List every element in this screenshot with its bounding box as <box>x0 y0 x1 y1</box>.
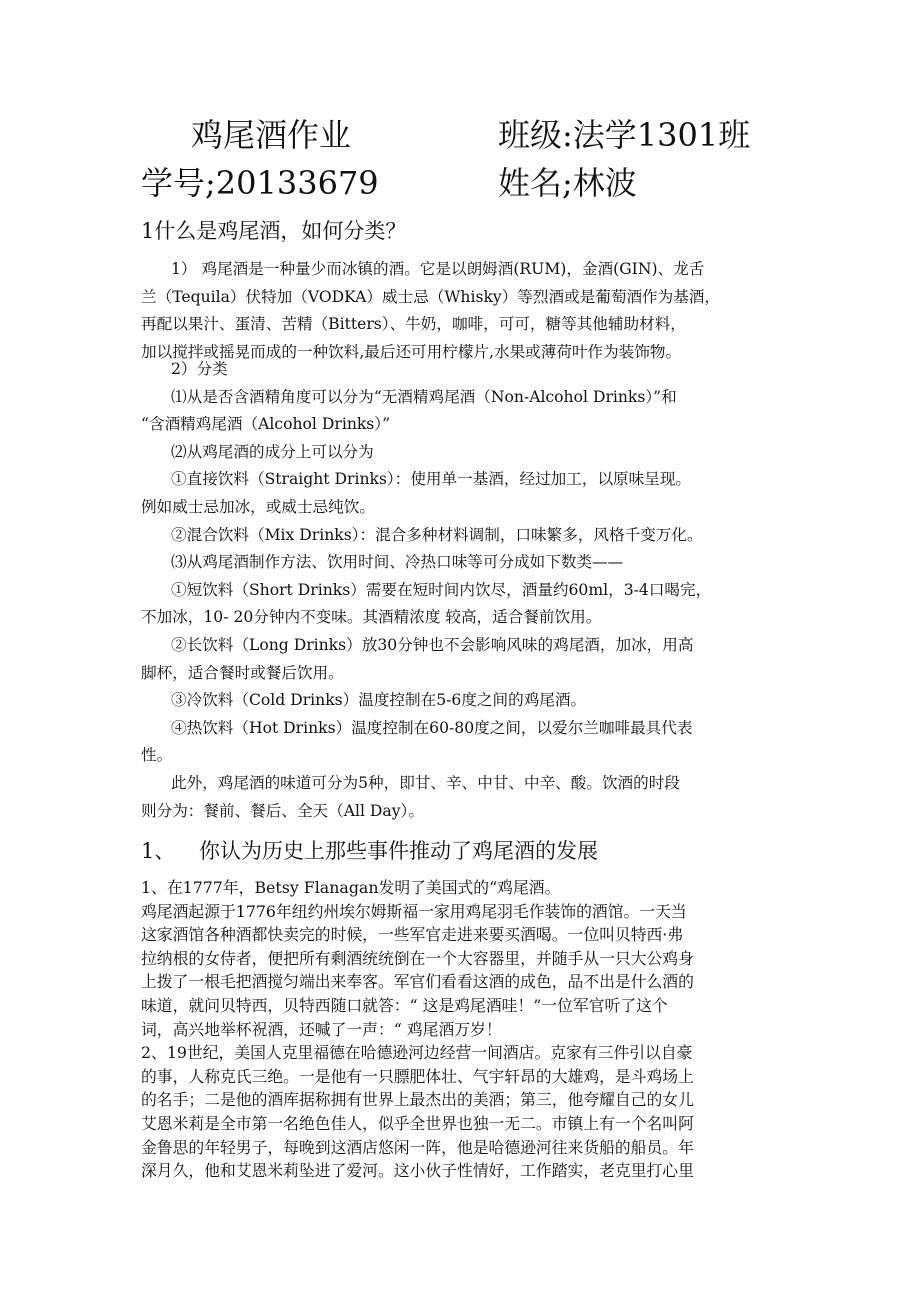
q1-classification <box>141 356 781 825</box>
doc-title: 鸡尾酒作业 <box>191 116 352 154</box>
text-line: 鸡尾酒起源于1776年纽约州埃尔姆斯福一家用鸡尾羽毛作装饰的酒馆。一天当 <box>141 901 687 921</box>
text-line: 则分为：餐前、餐后、全天（All Day）。 <box>141 801 424 820</box>
classify-label: 2）分类 <box>171 360 228 378</box>
text-line: 1） 鸡尾酒是一种量少而冰镇的酒。它是以朗姆酒(RUM)，金酒(GIN)、龙舌 <box>171 260 705 278</box>
question-2-heading <box>141 836 598 866</box>
text-line: 金鲁思的年轻男子，每晚到这酒店悠闲一阵，他是哈德逊河往来货船的船员。年 <box>141 1137 694 1157</box>
text-line: 脚杯，适合餐时或餐后饮用。 <box>141 663 344 682</box>
class-info: 班级:法学1301班 <box>498 116 751 154</box>
question-1-heading: 1什么是鸡尾酒，如何分类？ <box>141 219 407 243</box>
text-line: ②长饮料（Long Drinks）放30分钟也不会影响风味的鸡尾酒，加冰，用高 <box>171 635 694 654</box>
text-line: 2、19世纪，美国人克里福德在哈德逊河边经营一间酒店。克家有三件引以自豪 <box>141 1043 693 1063</box>
q2-body <box>141 876 786 1183</box>
text-line: 此外，鸡尾酒的味道可分为5种，即甘、辛、中甘、中辛、酸。饮酒的时段 <box>171 773 680 792</box>
text-line: ①直接饮料（Straight Drinks）：使用单一基酒，经过加工，以原味呈现。 <box>171 470 692 489</box>
text-line: 上拨了一根毛把酒搅匀端出来奉客。军官们看看这酒的成色，品不出是什么酒的 <box>141 972 694 992</box>
text-line: 拉纳根的女侍者，便把所有剩酒统统倒在一个大容器里，并随手从一只大公鸡身 <box>141 948 694 968</box>
student-id: 学号;20133679 <box>141 164 379 202</box>
text-line: ⑵从鸡尾酒的成分上可以分为 <box>171 442 374 461</box>
text-line: 的事，人称克氏三绝。一是他有一只膘肥体壮、气宇轩昂的大雄鸡，是斗鸡场上 <box>141 1066 694 1086</box>
text-line: 加以搅拌或摇晃而成的一种饮料,最后还可用柠檬片,水果或薄荷叶作为装饰物。 <box>141 342 682 361</box>
question-2-text: 你认为历史上那些事件推动了鸡尾酒的发展 <box>199 839 598 863</box>
text-line: ⑶从鸡尾酒制作方法、饮用时间、冷热口味等可分成如下数类—— <box>171 553 624 572</box>
text-line: 兰（Tequila）伏特加（VODKA）威士忌（Whisky）等烈酒或是葡萄酒作为基酒， <box>141 287 721 306</box>
question-2-number: 1、 <box>141 839 176 863</box>
text-line: 1、在1777年，Betsy Flanagan发明了美国式的“鸡尾酒。 <box>141 878 561 897</box>
text-line: ③冷饮料（Cold Drinks）温度控制在5-6度之间的鸡尾酒。 <box>171 691 587 710</box>
text-line: 深月久，他和艾恩米莉坠进了爱河。这小伙子性情好，工作踏实，老克里打心里 <box>141 1161 694 1181</box>
text-line: 例如威士忌加冰，或威士忌纯饮。 <box>141 497 375 516</box>
text-line: “含酒精鸡尾酒（Alcohol Drinks）” <box>141 415 391 434</box>
text-line: 的名手；二是他的酒库据称拥有世界上最杰出的美酒；第三，他夸耀自己的女儿 <box>141 1090 694 1110</box>
text-line: 艾恩米莉是全市第一名绝色佳人，似乎全世界也独一无二。市镇上有一个名叫阿 <box>141 1113 694 1133</box>
text-line: 性。 <box>141 746 173 765</box>
text-line: ②混合饮料（Mix Drinks）：混合多种材料调制，口味繁多，风格千变万化。 <box>171 525 703 544</box>
text-line: ⑴从是否含酒精角度可以分为“无酒精鸡尾酒（Non-Alcohol Drinks）”和 <box>171 387 677 406</box>
text-line: ①短饮料（Short Drinks）需要在短时间内饮尽，酒量约60ml，3-4口喝完， <box>171 580 712 599</box>
text-line: 味道，就问贝特西，贝特西随口就答：“ 这是鸡尾酒哇！”一位军官听了这个 <box>141 995 668 1015</box>
text-line: 再配以果汁、蛋清、苦精（Bitters）、牛奶，咖啡，可可，糖等其他辅助材料， <box>141 315 686 334</box>
text-line: 不加冰，10- 20分钟内不变味。其酒精浓度 较高，适合餐前饮用。 <box>141 608 602 627</box>
text-line: 这家酒馆各种酒都快卖完的时候，一些军官走进来要买酒喝。一位叫贝特西·弗 <box>141 925 684 945</box>
student-name: 姓名;林波 <box>498 164 637 202</box>
q1-definition <box>141 256 781 366</box>
text-line: 词，高兴地举杯祝酒，还喊了一声：“ 鸡尾酒万岁！ <box>141 1019 502 1039</box>
text-line: ④热饮料（Hot Drinks）温度控制在60-80度之间，以爱尔兰咖啡最具代表 <box>171 718 693 737</box>
